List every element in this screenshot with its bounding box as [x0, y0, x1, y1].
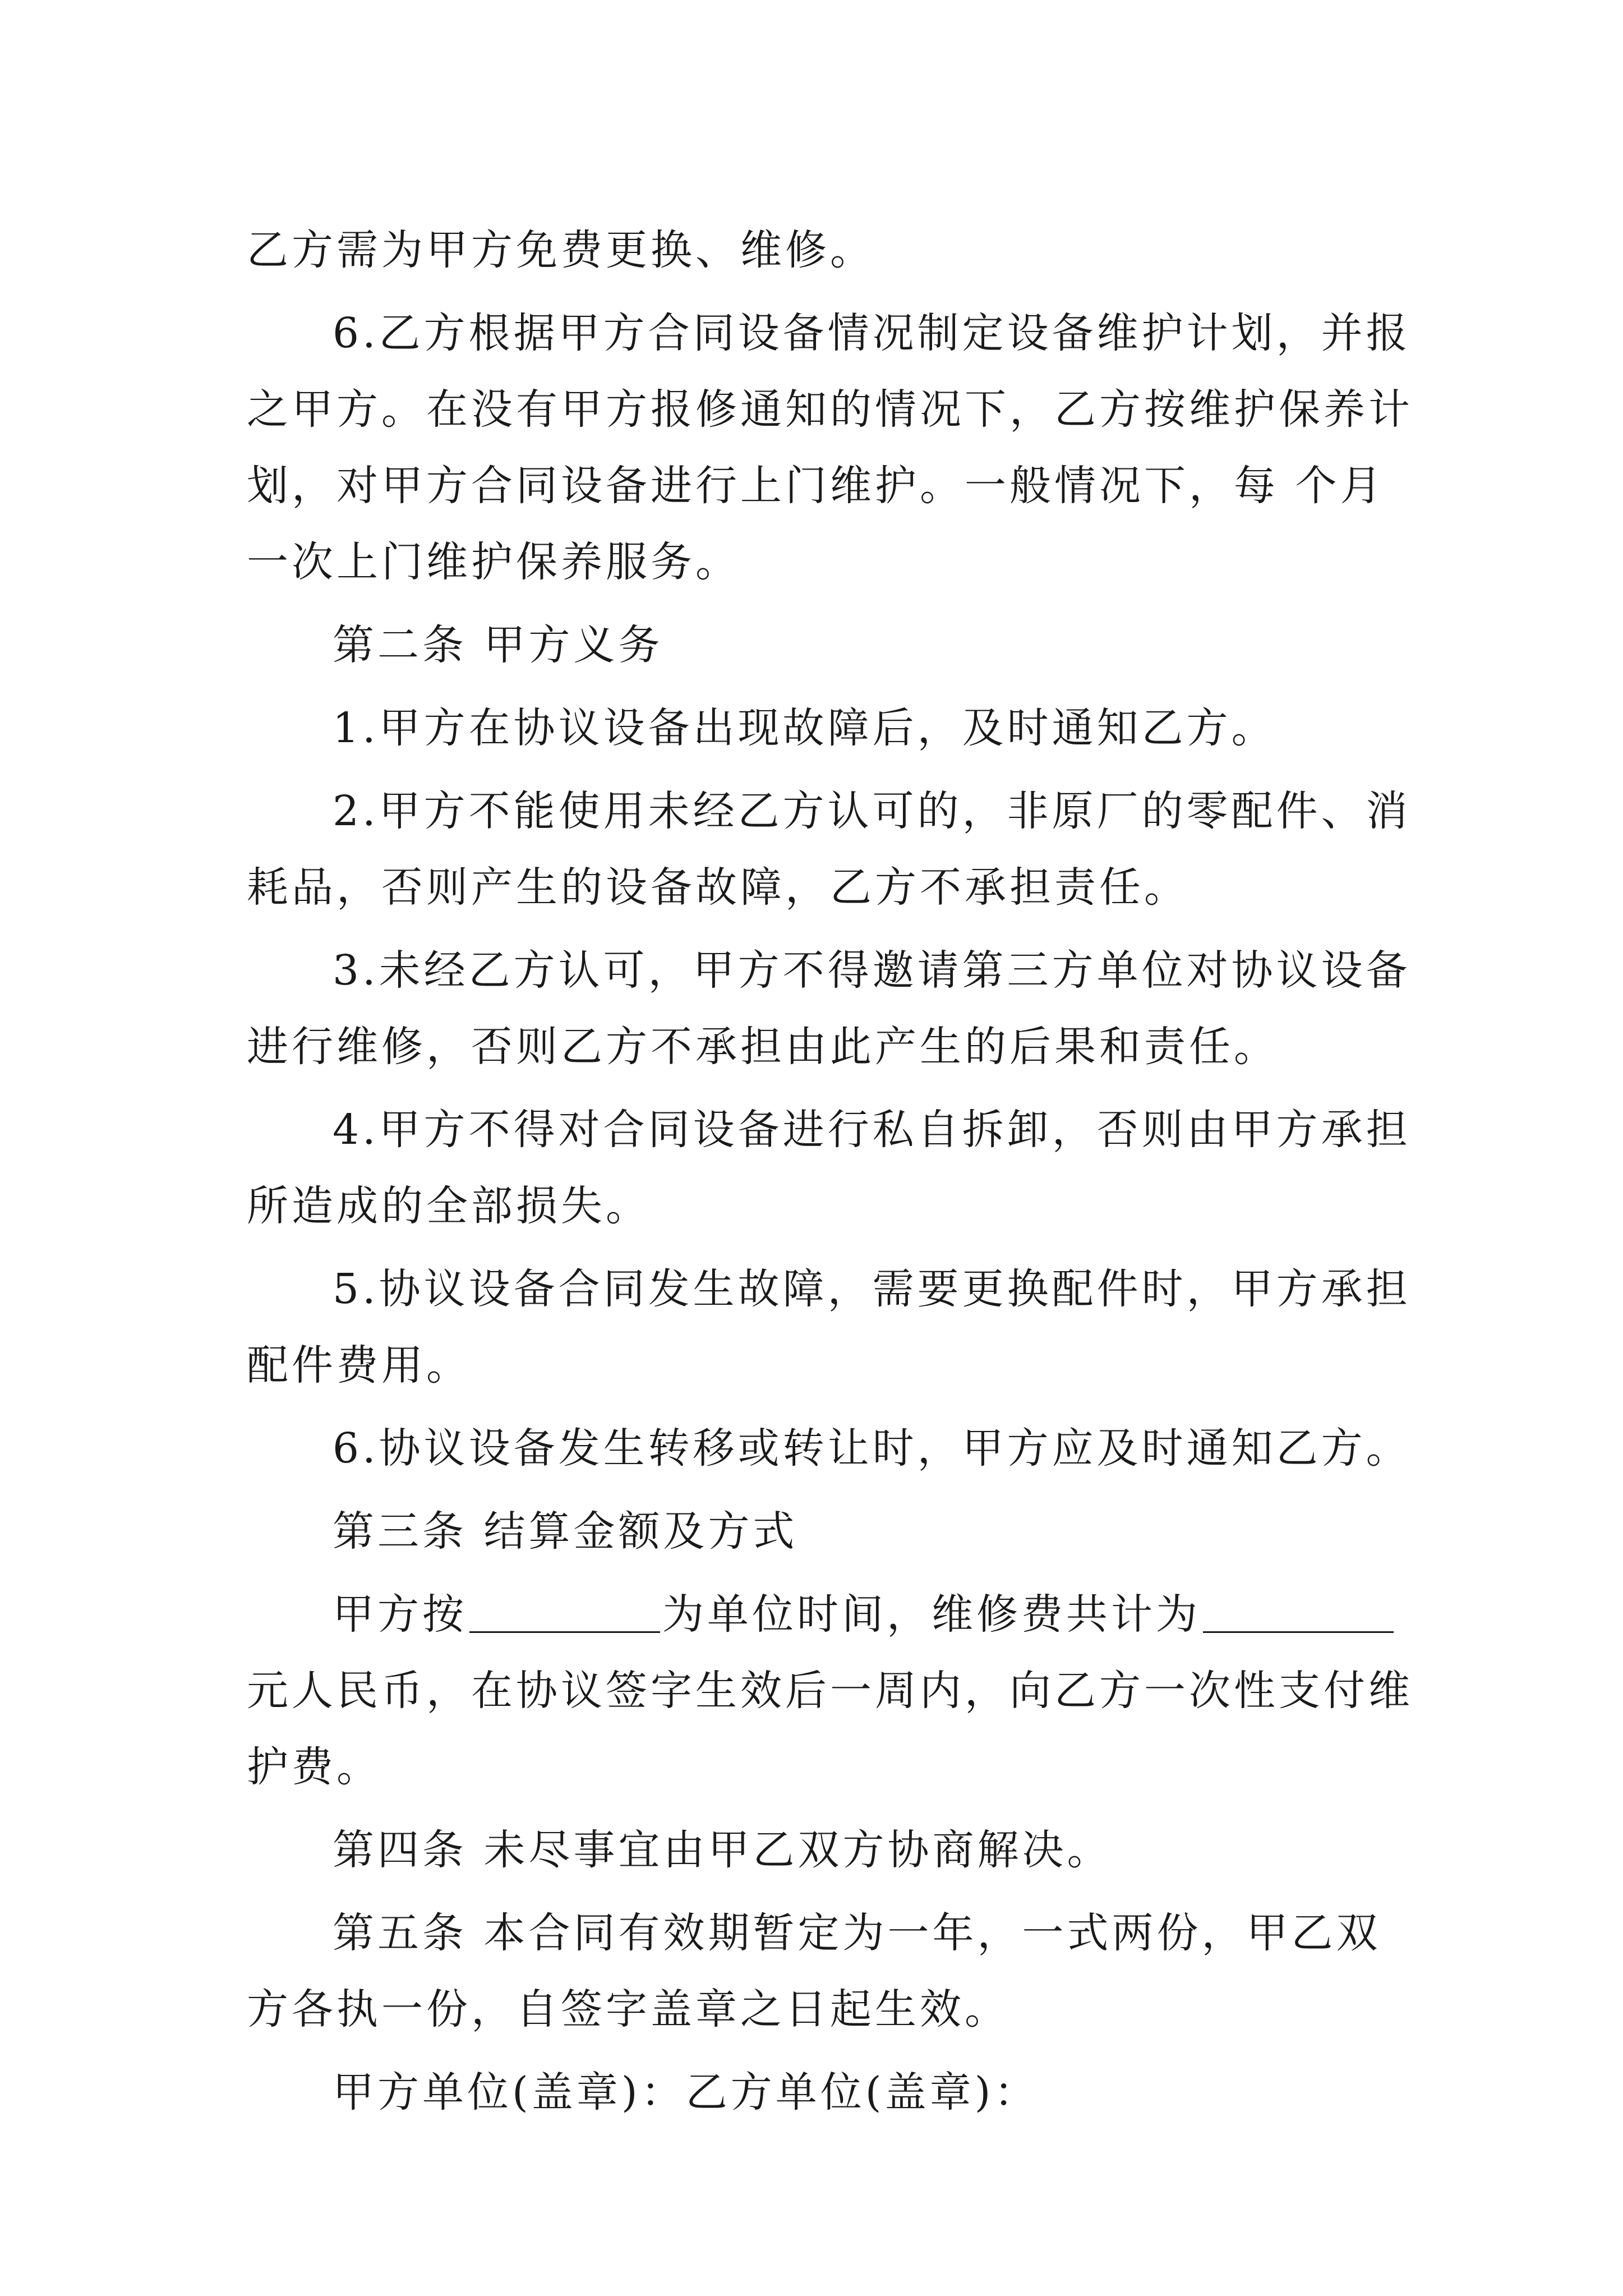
clause-item-4: 4.甲方不得对合同设备进行私自拆卸，否则由甲方承担	[333, 1106, 1411, 1154]
signature-line: 甲方单位(盖章)：乙方单位(盖章)：	[333, 2068, 1039, 2116]
text-line: 进行维修，否则乙方不承担由此产生的后果和责任。	[247, 1023, 1279, 1071]
clause-item-6: 6.协议设备发生转移或转让时，甲方应及时通知乙方。	[333, 1424, 1411, 1473]
fill-in-blank-amount[interactable]	[1203, 1590, 1394, 1633]
text-line: 方各执一份，自签字盖章之日起生效。	[247, 1985, 1009, 2033]
text-line: 耗品，否则产生的设备故障，乙方不承担责任。	[247, 863, 1189, 912]
text-line: 一次上门维护保养服务。	[247, 538, 740, 586]
article-heading-4: 第四条 未尽事宜由甲乙双方协商解决。	[333, 1826, 1112, 1874]
article-heading-5: 第五条 本合同有效期暂定为一年，一式两份，甲乙双	[333, 1909, 1381, 1957]
article-heading-3: 第三条 结算金额及方式	[333, 1507, 798, 1556]
clause-item-2: 2.甲方不能使用未经乙方认可的，非原厂的零配件、消	[333, 787, 1411, 835]
text-line: 划，对甲方合同设备进行上门维护。一般情况下，每 个月	[247, 462, 1385, 510]
payment-text-middle: 为单位时间，维修费共计为	[662, 1590, 1201, 1639]
clause-item-3: 3.未经乙方认可，甲方不得邀请第三方单位对协议设备	[333, 946, 1411, 995]
text-line: 乙方需为甲方免费更换、维修。	[247, 226, 875, 274]
document-body	[247, 212, 1413, 2131]
clause-item-6: 6.乙方根据甲方合同设备情况制定设备维护计划，并报	[333, 309, 1411, 357]
clause-item-1: 1.甲方在协议设备出现故障后，及时通知乙方。	[333, 704, 1276, 752]
article-heading-2: 第二条 甲方义务	[333, 621, 663, 669]
text-line: 所造成的全部损失。	[247, 1182, 651, 1230]
text-line: 元人民币，在协议签字生效后一周内，向乙方一次性支付维	[247, 1667, 1413, 1715]
text-line: 护费。	[247, 1743, 381, 1791]
payment-text-start: 甲方按	[333, 1590, 467, 1639]
text-line: 之甲方。在没有甲方报修通知的情况下，乙方按维护保养计	[247, 385, 1413, 434]
fill-in-blank-time-unit[interactable]	[469, 1590, 660, 1633]
text-line: 配件费用。	[247, 1341, 471, 1389]
payment-line	[247, 1576, 1385, 1653]
clause-item-5: 5.协议设备合同发生故障，需要更换配件时，甲方承担	[333, 1265, 1411, 1313]
